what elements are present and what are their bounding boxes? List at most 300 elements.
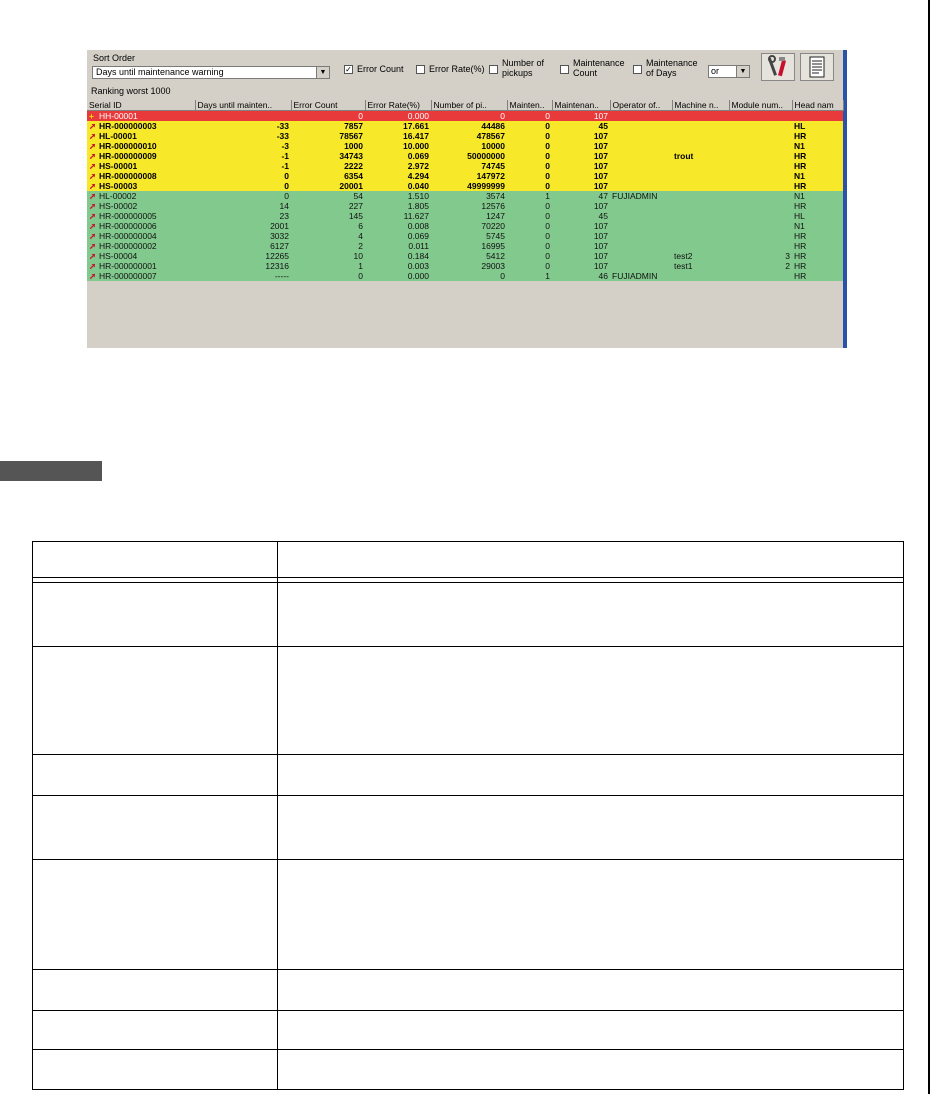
- page-margin-line: [928, 0, 930, 1094]
- table-cell: 107: [552, 171, 610, 181]
- table-cell: 107: [552, 221, 610, 231]
- table-cell: -33: [195, 121, 291, 131]
- table-cell: test2: [672, 251, 729, 261]
- description-cell: [278, 860, 904, 970]
- description-cell: [33, 796, 278, 860]
- table-cell: 0: [507, 171, 552, 181]
- table-cell: 10.000: [365, 141, 431, 151]
- table-cell: 5412: [431, 251, 507, 261]
- table-cell: 0.000: [365, 271, 431, 281]
- table-cell: 0.069: [365, 231, 431, 241]
- table-cell: [610, 231, 672, 241]
- description-cell: [278, 583, 904, 647]
- table-cell: 0: [431, 271, 507, 281]
- table-cell: 0: [507, 141, 552, 151]
- arrow-icon: ➚: [89, 201, 97, 211]
- table-cell: [729, 241, 792, 251]
- table-cell: -33: [195, 131, 291, 141]
- description-cell: [33, 583, 278, 647]
- column-header[interactable]: Error Count: [291, 100, 365, 111]
- tools-button[interactable]: [761, 53, 795, 81]
- error-rate-checkbox[interactable]: [416, 65, 425, 74]
- serial-id-text: HR-000000004: [99, 231, 157, 241]
- serial-id-text: HL-00002: [99, 191, 137, 201]
- description-cell: [278, 796, 904, 860]
- arrow-icon: ➚: [89, 251, 97, 261]
- table-cell: -3: [195, 141, 291, 151]
- table-cell: 0: [507, 111, 552, 122]
- table-cell: 107: [552, 251, 610, 261]
- table-cell: 1: [507, 271, 552, 281]
- table-cell: 6354: [291, 171, 365, 181]
- table-cell: [610, 121, 672, 131]
- column-header[interactable]: Number of pi..: [431, 100, 507, 111]
- arrow-icon: ➚: [89, 211, 97, 221]
- table-cell: 107: [552, 261, 610, 271]
- column-header[interactable]: Maintenan..: [552, 100, 610, 111]
- table-cell: [729, 221, 792, 231]
- table-cell: [610, 241, 672, 251]
- description-cell: [33, 1011, 278, 1050]
- plus-icon: +: [89, 111, 94, 121]
- table-cell: [729, 211, 792, 221]
- table-cell: 227: [291, 201, 365, 211]
- description-row: [33, 1050, 904, 1090]
- table-cell: 0: [507, 221, 552, 231]
- description-cell: [278, 1050, 904, 1090]
- table-cell: 0.069: [365, 151, 431, 161]
- pickups-label-line1: Number of: [502, 58, 545, 68]
- table-cell: 11.627: [365, 211, 431, 221]
- table-cell: 107: [552, 241, 610, 251]
- column-header[interactable]: Operator of..: [610, 100, 672, 111]
- grid-body: [87, 111, 843, 282]
- serial-id-text: HR-000000008: [99, 171, 157, 181]
- table-cell: [610, 161, 672, 171]
- table-cell: 0: [291, 111, 365, 122]
- table-cell: [672, 271, 729, 281]
- serial-id-text: HR-000000001: [99, 261, 157, 271]
- serial-id-cell: [87, 111, 195, 122]
- serial-id-text: HL-00001: [99, 131, 137, 141]
- table-row[interactable]: [87, 121, 843, 131]
- table-row[interactable]: [87, 151, 843, 161]
- arrow-icon: ➚: [89, 221, 97, 231]
- table-cell: 0: [195, 171, 291, 181]
- table-cell: 10000: [431, 141, 507, 151]
- table-row[interactable]: [87, 191, 843, 201]
- table-cell: 107: [552, 131, 610, 141]
- serial-id-text: HS-00004: [99, 251, 138, 261]
- table-cell: 0: [195, 181, 291, 191]
- error-rate-label: Error Rate(%): [429, 64, 485, 74]
- table-cell: 12265: [195, 251, 291, 261]
- table-cell: N1: [792, 171, 843, 181]
- table-row[interactable]: [87, 211, 843, 221]
- table-cell: 0: [507, 151, 552, 161]
- arrow-icon: ➚: [89, 161, 97, 171]
- table-cell: 45: [552, 121, 610, 131]
- table-cell: 54: [291, 191, 365, 201]
- serial-id-cell: [87, 221, 195, 231]
- table-row[interactable]: [87, 241, 843, 251]
- description-row: [33, 583, 904, 647]
- table-cell: [729, 171, 792, 181]
- table-cell: 107: [552, 201, 610, 211]
- maintenance-days-label: [646, 58, 698, 78]
- column-header[interactable]: Head nam: [792, 100, 843, 111]
- serial-id-cell: [87, 231, 195, 241]
- window-border: [843, 50, 847, 348]
- serial-id-text: HR-000000005: [99, 211, 157, 221]
- table-cell: HR: [792, 261, 843, 271]
- description-cell: [278, 970, 904, 1011]
- serial-id-text: HS-00003: [99, 181, 138, 191]
- table-cell: HL: [792, 121, 843, 131]
- table-cell: 107: [552, 111, 610, 122]
- table-row[interactable]: [87, 251, 843, 261]
- table-cell: HR: [792, 131, 843, 141]
- table-cell: 0: [507, 181, 552, 191]
- maintenance-days-label-line2: of Days: [646, 68, 677, 78]
- table-cell: [610, 111, 672, 122]
- table-cell: [672, 161, 729, 171]
- table-cell: N1: [792, 221, 843, 231]
- logic-value: or: [711, 66, 720, 76]
- serial-id-cell: [87, 241, 195, 251]
- serial-id-cell: [87, 191, 195, 201]
- column-header[interactable]: Error Rate(%): [365, 100, 431, 111]
- arrow-icon: ➚: [89, 191, 97, 201]
- table-cell: 74745: [431, 161, 507, 171]
- description-row: [33, 1011, 904, 1050]
- maintenance-count-label-line1: Maintenance: [573, 58, 625, 68]
- serial-id-text: HR-000000009: [99, 151, 157, 161]
- table-cell: [610, 201, 672, 211]
- table-cell: [672, 191, 729, 201]
- serial-id-cell: [87, 121, 195, 131]
- report-icon: [801, 54, 833, 80]
- ranking-label: Ranking worst 1000: [91, 86, 171, 96]
- maintenance-ranking-window: [87, 50, 847, 348]
- description-cell: [33, 970, 278, 1011]
- description-row: [33, 796, 904, 860]
- maintenance-count-checkbox[interactable]: [560, 65, 569, 74]
- column-header[interactable]: Mainten..: [507, 100, 552, 111]
- serial-id-cell: [87, 271, 195, 281]
- table-cell: 12316: [195, 261, 291, 271]
- table-cell: [610, 141, 672, 151]
- table-cell: [610, 211, 672, 221]
- description-table: [32, 541, 904, 1090]
- error-count-label: Error Count: [357, 64, 404, 74]
- table-cell: [729, 121, 792, 131]
- table-cell: [729, 201, 792, 211]
- table-cell: 70220: [431, 221, 507, 231]
- table-cell: 10: [291, 251, 365, 261]
- arrow-icon: ➚: [89, 121, 97, 131]
- table-cell: 1000: [291, 141, 365, 151]
- description-cell: [33, 860, 278, 970]
- table-cell: 3: [729, 251, 792, 261]
- table-cell: FUJIADMIN: [610, 271, 672, 281]
- serial-id-cell: [87, 181, 195, 191]
- table-row[interactable]: [87, 221, 843, 231]
- table-cell: N1: [792, 141, 843, 151]
- table-cell: 107: [552, 181, 610, 191]
- table-cell: 0.040: [365, 181, 431, 191]
- table-cell: 0.008: [365, 221, 431, 231]
- table-cell: [729, 111, 792, 122]
- table-row[interactable]: [87, 171, 843, 181]
- report-button[interactable]: [800, 53, 834, 81]
- table-cell: 0.011: [365, 241, 431, 251]
- table-cell: 0: [507, 161, 552, 171]
- table-cell: 145: [291, 211, 365, 221]
- table-cell: [610, 131, 672, 141]
- table-cell: [672, 111, 729, 122]
- table-cell: 3574: [431, 191, 507, 201]
- table-cell: 78567: [291, 131, 365, 141]
- table-cell: 1: [507, 191, 552, 201]
- table-cell: 47: [552, 191, 610, 201]
- table-row[interactable]: [87, 181, 843, 191]
- table-cell: [729, 131, 792, 141]
- table-cell: 2.972: [365, 161, 431, 171]
- grid-header-row: [87, 100, 843, 111]
- table-cell: [610, 151, 672, 161]
- table-cell: [672, 171, 729, 181]
- table-cell: 1.510: [365, 191, 431, 201]
- table-cell: 0.184: [365, 251, 431, 261]
- table-cell: 7857: [291, 121, 365, 131]
- table-cell: [729, 271, 792, 281]
- column-header[interactable]: Machine n..: [672, 100, 729, 111]
- description-row: [33, 860, 904, 970]
- chevron-down-icon[interactable]: ▼: [316, 67, 329, 78]
- arrow-icon: ➚: [89, 171, 97, 181]
- table-cell: test1: [672, 261, 729, 271]
- serial-id-text: HR-000000010: [99, 141, 157, 151]
- serial-id-cell: [87, 211, 195, 221]
- table-cell: HR: [792, 181, 843, 191]
- table-cell: HR: [792, 151, 843, 161]
- pickups-label-line2: pickups: [502, 68, 533, 78]
- table-cell: 0: [507, 211, 552, 221]
- arrow-icon: ➚: [89, 261, 97, 271]
- description-cell: [33, 647, 278, 755]
- description-cell: [33, 542, 278, 578]
- serial-id-text: HH-00001: [99, 111, 138, 121]
- serial-id-text: HR-000000006: [99, 221, 157, 231]
- table-row[interactable]: [87, 141, 843, 151]
- table-cell: HR: [792, 271, 843, 281]
- table-cell: FUJIADMIN: [610, 191, 672, 201]
- table-cell: 107: [552, 161, 610, 171]
- serial-id-text: HR-000000007: [99, 271, 157, 281]
- ranking-grid: [87, 100, 844, 281]
- table-cell: [672, 181, 729, 191]
- table-cell: 0.003: [365, 261, 431, 271]
- table-cell: 29003: [431, 261, 507, 271]
- table-cell: [729, 191, 792, 201]
- table-cell: [729, 151, 792, 161]
- column-header[interactable]: Serial ID: [87, 100, 195, 111]
- table-row[interactable]: [87, 201, 843, 211]
- table-cell: 107: [552, 141, 610, 151]
- table-cell: 3032: [195, 231, 291, 241]
- table-cell: 107: [552, 231, 610, 241]
- column-header[interactable]: Module num..: [729, 100, 792, 111]
- serial-id-text: HS-00001: [99, 161, 138, 171]
- table-cell: [672, 131, 729, 141]
- description-cell: [278, 1011, 904, 1050]
- table-cell: 478567: [431, 131, 507, 141]
- table-cell: [672, 231, 729, 241]
- column-header[interactable]: Days until mainten..: [195, 100, 291, 111]
- maintenance-days-checkbox[interactable]: [633, 65, 642, 74]
- table-cell: [729, 161, 792, 171]
- sort-order-value: Days until maintenance warning: [96, 67, 224, 77]
- description-cell: [33, 755, 278, 796]
- table-cell: HR: [792, 241, 843, 251]
- arrow-icon: ➚: [89, 151, 97, 161]
- table-cell: [729, 231, 792, 241]
- serial-id-cell: [87, 251, 195, 261]
- description-cell: [278, 542, 904, 578]
- table-cell: 16.417: [365, 131, 431, 141]
- table-row[interactable]: [87, 261, 843, 271]
- description-row: [33, 647, 904, 755]
- table-cell: HR: [792, 251, 843, 261]
- table-cell: [610, 181, 672, 191]
- arrow-icon: ➚: [89, 131, 97, 141]
- arrow-icon: ➚: [89, 141, 97, 151]
- serial-id-cell: [87, 161, 195, 171]
- table-cell: 0: [507, 251, 552, 261]
- maintenance-count-label: [573, 58, 625, 78]
- table-row[interactable]: [87, 231, 843, 241]
- table-cell: 0: [507, 241, 552, 251]
- table-cell: -1: [195, 161, 291, 171]
- table-cell: 6: [291, 221, 365, 231]
- table-cell: 1247: [431, 211, 507, 221]
- description-cell: [278, 755, 904, 796]
- table-row[interactable]: [87, 131, 843, 141]
- table-cell: 0: [195, 191, 291, 201]
- serial-id-text: HR-000000002: [99, 241, 157, 251]
- table-cell: [672, 121, 729, 131]
- table-cell: 20001: [291, 181, 365, 191]
- table-cell: HR: [792, 201, 843, 211]
- pickups-checkbox[interactable]: [489, 65, 498, 74]
- table-row[interactable]: [87, 111, 843, 122]
- table-cell: 107: [552, 151, 610, 161]
- table-cell: 12576: [431, 201, 507, 211]
- table-cell: [610, 251, 672, 261]
- sort-order-select[interactable]: [92, 66, 330, 79]
- table-cell: -----: [195, 271, 291, 281]
- description-header-row: [33, 542, 904, 578]
- serial-id-text: HS-00002: [99, 201, 138, 211]
- arrow-icon: ➚: [89, 271, 97, 281]
- table-cell: 0: [291, 271, 365, 281]
- table-cell: 6127: [195, 241, 291, 251]
- toolbar: [87, 50, 843, 84]
- table-cell: 16995: [431, 241, 507, 251]
- table-cell: HR: [792, 231, 843, 241]
- table-cell: 0: [507, 231, 552, 241]
- table-cell: 0: [507, 261, 552, 271]
- table-cell: [729, 181, 792, 191]
- table-cell: [610, 171, 672, 181]
- serial-id-cell: [87, 201, 195, 211]
- table-cell: 4.294: [365, 171, 431, 181]
- sort-order-label: Sort Order: [93, 53, 136, 63]
- table-cell: [610, 261, 672, 271]
- table-cell: 17.661: [365, 121, 431, 131]
- table-cell: 2: [291, 241, 365, 251]
- arrow-icon: ➚: [89, 241, 97, 251]
- table-cell: 23: [195, 211, 291, 221]
- table-cell: 45: [552, 211, 610, 221]
- pickups-label: [502, 58, 544, 78]
- arrow-icon: ➚: [89, 181, 97, 191]
- table-cell: 2001: [195, 221, 291, 231]
- table-cell: N1: [792, 191, 843, 201]
- table-cell: 5745: [431, 231, 507, 241]
- serial-id-cell: [87, 131, 195, 141]
- description-row: [33, 970, 904, 1011]
- table-row[interactable]: [87, 271, 843, 281]
- error-count-checkbox[interactable]: ✓: [345, 65, 352, 74]
- table-cell: 0: [507, 121, 552, 131]
- serial-id-cell: [87, 261, 195, 271]
- table-cell: 49999999: [431, 181, 507, 191]
- chevron-down-icon[interactable]: ▼: [736, 66, 749, 77]
- table-cell: [729, 141, 792, 151]
- table-cell: [792, 111, 843, 122]
- description-row: [33, 755, 904, 796]
- maintenance-count-label-line2: Count: [573, 68, 598, 78]
- table-cell: 2222: [291, 161, 365, 171]
- serial-id-cell: [87, 141, 195, 151]
- table-cell: 4: [291, 231, 365, 241]
- arrow-icon: ➚: [89, 231, 97, 241]
- table-cell: [672, 201, 729, 211]
- table-cell: 44486: [431, 121, 507, 131]
- table-cell: 2: [729, 261, 792, 271]
- table-cell: [672, 141, 729, 151]
- table-cell: 46: [552, 271, 610, 281]
- table-cell: 0.000: [365, 111, 431, 122]
- table-cell: 147972: [431, 171, 507, 181]
- table-row[interactable]: [87, 161, 843, 171]
- table-cell: 0: [431, 111, 507, 122]
- serial-id-text: HR-000000003: [99, 121, 157, 131]
- maintenance-days-label-line1: Maintenance: [646, 58, 698, 68]
- table-cell: 14: [195, 201, 291, 211]
- description-cell: [278, 647, 904, 755]
- table-cell: [195, 111, 291, 122]
- logic-select[interactable]: [708, 65, 750, 78]
- table-cell: 34743: [291, 151, 365, 161]
- serial-id-cell: [87, 171, 195, 181]
- table-cell: 1.805: [365, 201, 431, 211]
- table-cell: [672, 211, 729, 221]
- table-cell: -1: [195, 151, 291, 161]
- table-cell: HL: [792, 211, 843, 221]
